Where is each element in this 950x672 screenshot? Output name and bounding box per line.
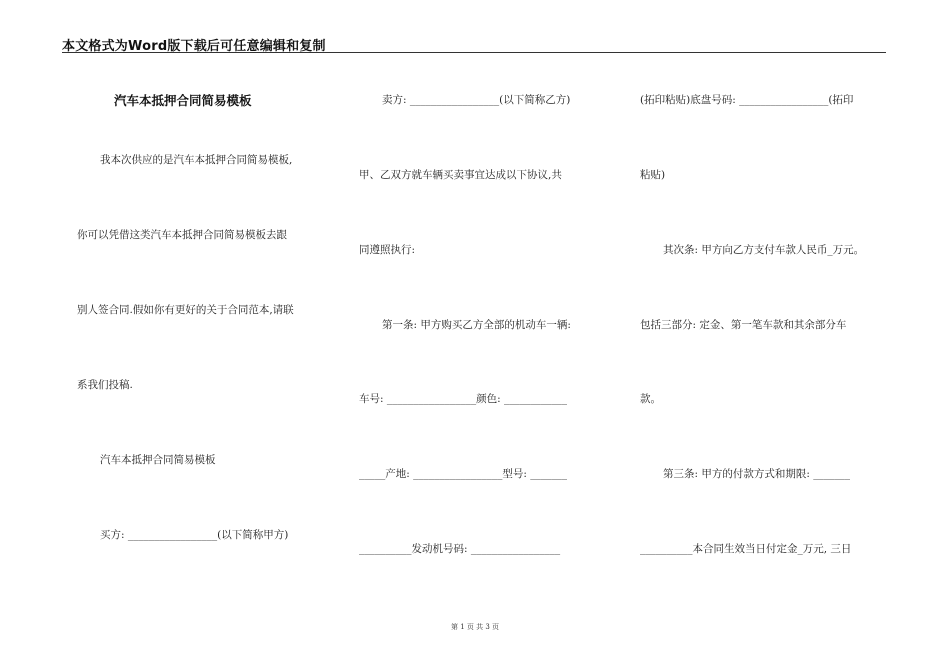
seller-line: 卖方: _________________(以下简称乙方) — [382, 94, 571, 106]
intro-line-3: 别人签合同.假如你有更好的关于合同范本,请联 — [77, 304, 294, 316]
chassis-number-line: (拓印粘贴)底盘号码: _________________(拓印 — [640, 94, 854, 106]
article-3-line: 第三条: 甲方的付款方式和期限: _______ — [663, 468, 850, 480]
agreement-line-1: 甲、乙双方就车辆买卖事宜达成以下协议,共 — [359, 169, 562, 181]
header-title: 本文格式为Word版下载后可任意编辑和复制 — [62, 39, 326, 54]
deposit-line: __________本合同生效当日付定金_万元, 三日 — [640, 543, 852, 555]
template-heading: 汽车本抵押合同简易模板 — [100, 454, 216, 466]
article-2-line: 其次条: 甲方向乙方支付车款人民币_万元。 — [663, 244, 865, 256]
payment-parts-end: 款。 — [640, 393, 661, 405]
page-header — [62, 33, 886, 53]
chassis-paste-line: 粘贴) — [640, 169, 666, 181]
intro-line-4: 系我们投稿. — [77, 379, 133, 391]
plate-color-line: 车号: _________________颜色: ____________ — [359, 393, 568, 405]
origin-model-line: _____产地: _________________型号: _______ — [359, 468, 568, 480]
agreement-line-2: 同遵照执行: — [359, 244, 416, 256]
page-number: 第 1 页 共 3 页 — [450, 623, 500, 631]
buyer-line: 买方: _________________(以下简称甲方) — [100, 529, 289, 541]
intro-line-2: 你可以凭借这类汽车本抵押合同简易模板去跟 — [77, 229, 287, 241]
intro-line-1: 我本次供应的是汽车本抵押合同简易模板, — [100, 154, 293, 166]
payment-parts-line: 包括三部分: 定金、第一笔车款和其余部分车 — [640, 319, 847, 331]
article-1-line: 第一条: 甲方购买乙方全部的机动车一辆: — [382, 319, 571, 331]
engine-number-line: __________发动机号码: _________________ — [359, 543, 561, 555]
document-title: 汽车本抵押合同简易模板 — [114, 93, 252, 108]
